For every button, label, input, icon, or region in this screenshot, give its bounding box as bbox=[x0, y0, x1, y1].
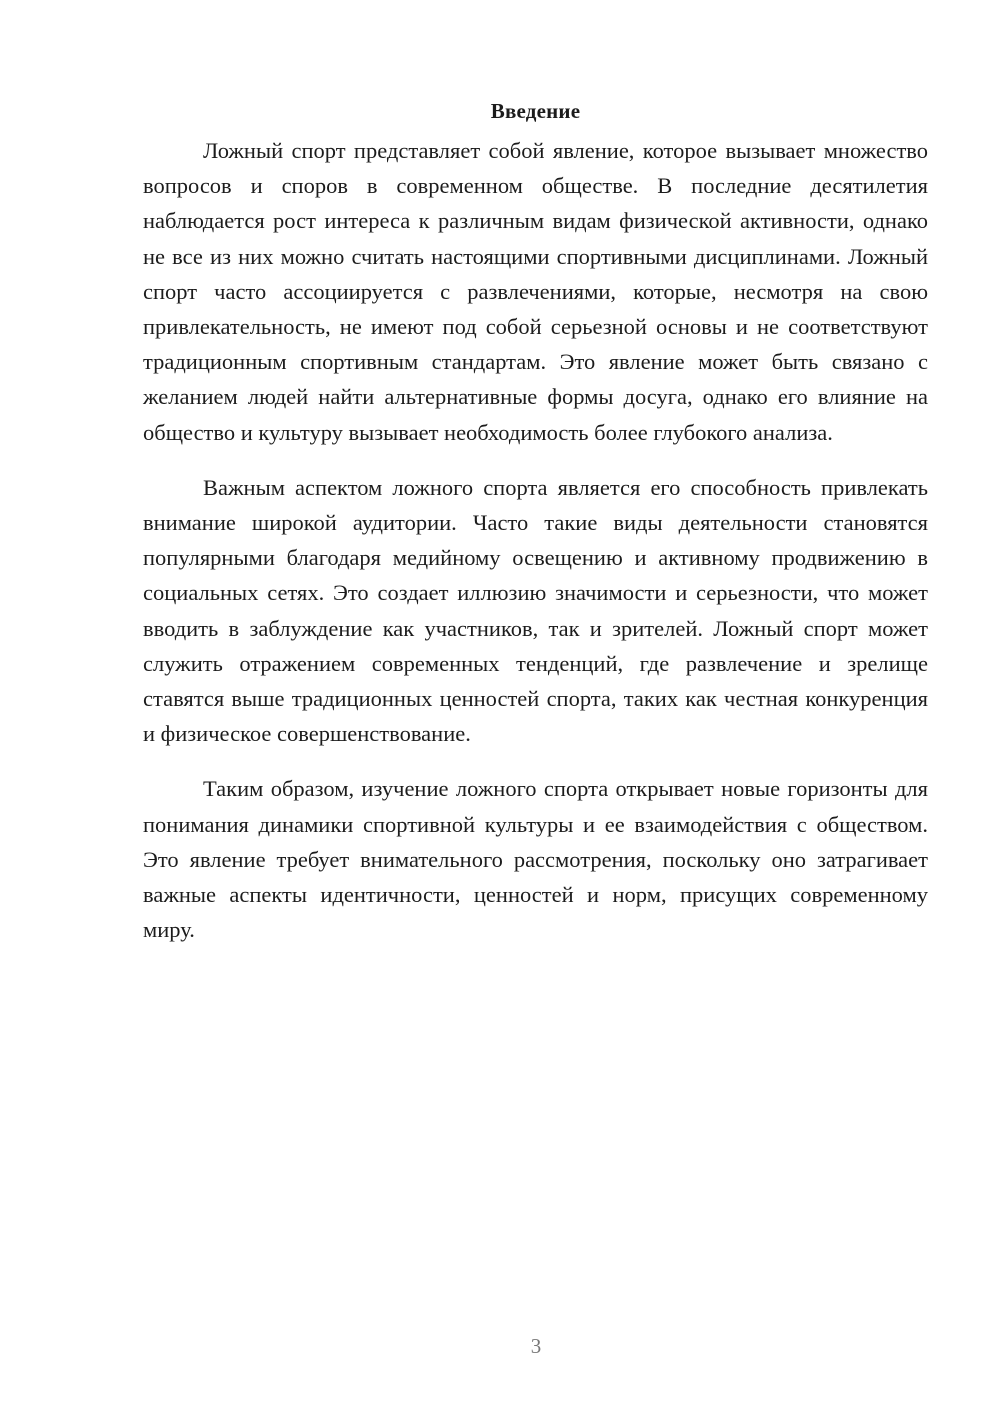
document-page bbox=[143, 96, 928, 947]
page-number: 3 bbox=[530, 1334, 542, 1358]
section-heading: Введение bbox=[490, 99, 581, 123]
paragraph-2: Важным аспектом ложного спорта является его способность привлекать внимание широкой аудитории. Часто такие виды деятельности становятся популярными благодаря медийному освещению и активному продвижению в социальных сетях. Это создает иллюзию значимости и серьезности, что может вводить в заблуждение как участников, так и зрителей. Ложный спорт может служить отражением современных тенденций, где развлечение и зрелище ставятся выше традиционных ценностей спорта, таких как честная конкуренция и физическое совершенствование. bbox=[143, 474, 928, 747]
paragraph-3: Таким образом, изучение ложного спорта открывает новые горизонты для понимания динамики спортивной культуры и ее взаимодействия с обществом. Это явление требует внимательного рассмотрения, поскольку оно затрагивает важные аспекты идентичности, ценностей и норм, присущих современному миру. bbox=[143, 776, 928, 943]
paragraph-1: Ложный спорт представляет собой явление, которое вызывает множество вопросов и споров в современном обществе. В последние десятилетия наблюдается рост интереса к различным видам физической активности, однако не все из них можно считать настоящими спортивными дисциплинами. Ложный спорт часто ассоциируется с развлечениями, которые, несмотря на свою привлекательность, не имеют под собой серьезной основы и не соответствуют традиционным спортивным стандартам. Это явление может быть связано с желанием людей найти альтернативные формы досуга, однако его влияние на общество и культуру вызывает необходимость более глубокого анализа. bbox=[143, 138, 928, 445]
